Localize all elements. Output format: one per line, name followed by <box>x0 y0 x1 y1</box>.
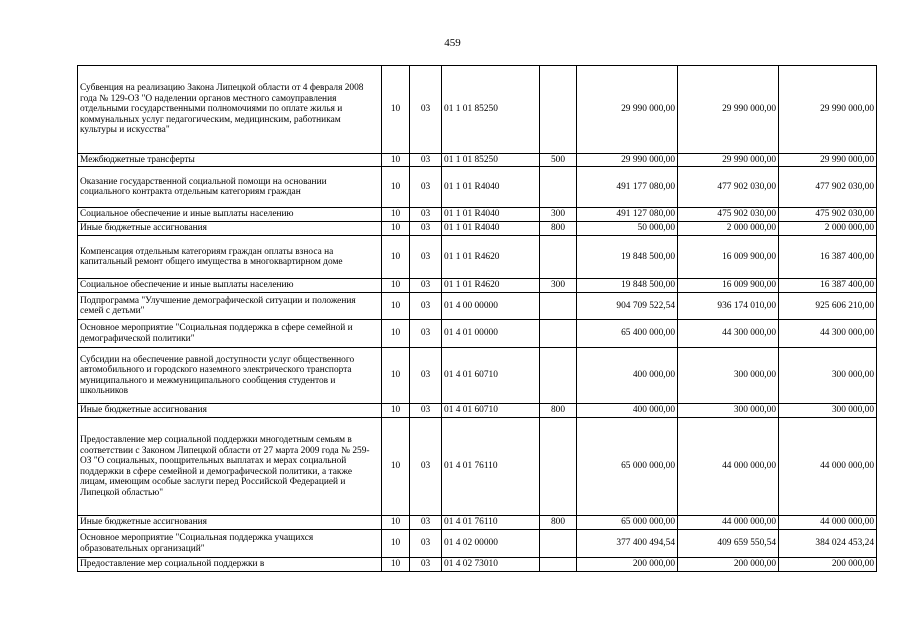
row-section: 10 <box>382 530 410 558</box>
row-amount-year-1: 29 990 000,00 <box>577 66 678 154</box>
row-amount-year-1: 65 000 000,00 <box>577 418 678 516</box>
row-subsection: 03 <box>410 236 442 279</box>
row-section: 10 <box>382 236 410 279</box>
table-row <box>78 348 877 404</box>
row-expense-type <box>540 530 577 558</box>
row-expense-type <box>540 66 577 154</box>
row-name: Оказание государственной социальной помощи на основании социального контракта отдельным категориям граждан <box>78 167 382 208</box>
row-expense-type: 800 <box>540 222 577 236</box>
row-target-code: 01 4 01 60710 <box>442 404 540 418</box>
row-name: Субвенция на реализацию Закона Липецкой области от 4 февраля 2008 года № 129-ОЗ "О наделении органов местного самоуправления отдельными государственными полномочиями по оплате жилья и коммунальных услуг педагогическим, медицинским, работникам культуры и искусства" <box>78 66 382 154</box>
row-subsection: 03 <box>410 167 442 208</box>
row-amount-year-3: 16 387 400,00 <box>779 236 877 279</box>
row-amount-year-1: 19 848 500,00 <box>577 236 678 279</box>
row-name: Иные бюджетные ассигнования <box>78 222 382 236</box>
row-amount-year-1: 19 848 500,00 <box>577 279 678 293</box>
row-subsection: 03 <box>410 404 442 418</box>
row-expense-type: 800 <box>540 404 577 418</box>
row-section: 10 <box>382 279 410 293</box>
row-amount-year-2: 2 000 000,00 <box>678 222 779 236</box>
row-amount-year-2: 200 000,00 <box>678 558 779 572</box>
row-expense-type <box>540 167 577 208</box>
row-amount-year-3: 475 902 030,00 <box>779 208 877 222</box>
row-subsection: 03 <box>410 530 442 558</box>
row-amount-year-3: 2 000 000,00 <box>779 222 877 236</box>
row-amount-year-3: 16 387 400,00 <box>779 279 877 293</box>
row-target-code: 01 1 01 R4620 <box>442 279 540 293</box>
row-expense-type <box>540 320 577 348</box>
row-amount-year-3: 200 000,00 <box>779 558 877 572</box>
row-amount-year-1: 50 000,00 <box>577 222 678 236</box>
row-amount-year-3: 300 000,00 <box>779 348 877 404</box>
row-amount-year-3: 29 990 000,00 <box>779 66 877 154</box>
row-section: 10 <box>382 558 410 572</box>
row-expense-type: 800 <box>540 516 577 530</box>
row-name: Компенсация отдельным категориям граждан оплаты взноса на капитальный ремонт общего имущества в многоквартирном доме <box>78 236 382 279</box>
row-amount-year-3: 384 024 453,24 <box>779 530 877 558</box>
row-subsection: 03 <box>410 516 442 530</box>
row-target-code: 01 1 01 85250 <box>442 66 540 154</box>
row-amount-year-1: 65 400 000,00 <box>577 320 678 348</box>
row-amount-year-3: 477 902 030,00 <box>779 167 877 208</box>
table-row <box>78 558 877 572</box>
row-section: 10 <box>382 320 410 348</box>
row-target-code: 01 4 01 76110 <box>442 418 540 516</box>
row-amount-year-2: 29 990 000,00 <box>678 66 779 154</box>
row-name: Социальное обеспечение и иные выплаты населению <box>78 279 382 293</box>
row-expense-type <box>540 236 577 279</box>
row-amount-year-2: 936 174 010,00 <box>678 293 779 320</box>
row-amount-year-1: 400 000,00 <box>577 348 678 404</box>
row-target-code: 01 1 01 R4040 <box>442 167 540 208</box>
row-subsection: 03 <box>410 279 442 293</box>
row-name: Субсидии на обеспечение равной доступности услуг общественного автомобильного и городского наземного электрического транспорта муниципального и межмуниципального сообщения студентов и школьников <box>78 348 382 404</box>
row-target-code: 01 4 01 00000 <box>442 320 540 348</box>
table-row <box>78 516 877 530</box>
row-name: Межбюджетные трансферты <box>78 154 382 167</box>
row-section: 10 <box>382 208 410 222</box>
row-amount-year-1: 65 000 000,00 <box>577 516 678 530</box>
row-amount-year-2: 44 000 000,00 <box>678 516 779 530</box>
row-name: Иные бюджетные ассигнования <box>78 516 382 530</box>
row-amount-year-3: 44 000 000,00 <box>779 418 877 516</box>
row-section: 10 <box>382 222 410 236</box>
row-target-code: 01 4 02 00000 <box>442 530 540 558</box>
row-amount-year-2: 44 000 000,00 <box>678 418 779 516</box>
row-amount-year-2: 300 000,00 <box>678 404 779 418</box>
page-number: 459 <box>444 37 461 49</box>
row-name: Предоставление мер социальной поддержки в <box>78 558 382 572</box>
row-section: 10 <box>382 66 410 154</box>
row-amount-year-3: 44 000 000,00 <box>779 516 877 530</box>
row-subsection: 03 <box>410 208 442 222</box>
row-target-code: 01 4 01 76110 <box>442 516 540 530</box>
row-target-code: 01 4 01 60710 <box>442 348 540 404</box>
row-target-code: 01 1 01 R4040 <box>442 222 540 236</box>
row-section: 10 <box>382 516 410 530</box>
row-target-code: 01 4 02 73010 <box>442 558 540 572</box>
row-expense-type: 500 <box>540 154 577 167</box>
table-row <box>78 167 877 208</box>
row-amount-year-2: 16 009 900,00 <box>678 279 779 293</box>
row-target-code: 01 4 00 00000 <box>442 293 540 320</box>
row-target-code: 01 1 01 R4620 <box>442 236 540 279</box>
table-row <box>78 404 877 418</box>
row-amount-year-1: 904 709 522,54 <box>577 293 678 320</box>
row-name: Предоставление мер социальной поддержки многодетным семьям в соответствии с Законом Липецкой области от 27 марта 2009 года № 259-ОЗ "О социальных, поощрительных выплатах и мерах социальной поддержки в сфере семейной и демографической политики, а также лицам, имеющим особые заслуги перед Российской Федерацией и Липецкой областью" <box>78 418 382 516</box>
row-subsection: 03 <box>410 418 442 516</box>
row-subsection: 03 <box>410 348 442 404</box>
row-section: 10 <box>382 154 410 167</box>
row-subsection: 03 <box>410 222 442 236</box>
row-subsection: 03 <box>410 66 442 154</box>
row-amount-year-1: 377 400 494,54 <box>577 530 678 558</box>
row-amount-year-1: 400 000,00 <box>577 404 678 418</box>
row-amount-year-3: 44 300 000,00 <box>779 320 877 348</box>
row-target-code: 01 1 01 R4040 <box>442 208 540 222</box>
table-row <box>78 222 877 236</box>
row-amount-year-1: 200 000,00 <box>577 558 678 572</box>
row-expense-type: 300 <box>540 208 577 222</box>
row-section: 10 <box>382 348 410 404</box>
row-amount-year-2: 475 902 030,00 <box>678 208 779 222</box>
row-subsection: 03 <box>410 558 442 572</box>
row-amount-year-2: 477 902 030,00 <box>678 167 779 208</box>
row-amount-year-3: 300 000,00 <box>779 404 877 418</box>
table-row <box>78 208 877 222</box>
row-amount-year-1: 491 127 080,00 <box>577 208 678 222</box>
row-expense-type <box>540 558 577 572</box>
row-amount-year-2: 44 300 000,00 <box>678 320 779 348</box>
row-amount-year-2: 29 990 000,00 <box>678 154 779 167</box>
row-section: 10 <box>382 167 410 208</box>
row-amount-year-1: 29 990 000,00 <box>577 154 678 167</box>
row-subsection: 03 <box>410 154 442 167</box>
row-name: Подпрограмма "Улучшение демографической ситуации и положения семей с детьми" <box>78 293 382 320</box>
row-amount-year-3: 29 990 000,00 <box>779 154 877 167</box>
row-amount-year-2: 16 009 900,00 <box>678 236 779 279</box>
row-name: Основное мероприятие "Социальная поддержка в сфере семейной и демографической политики" <box>78 320 382 348</box>
table-row <box>78 154 877 167</box>
row-amount-year-1: 491 177 080,00 <box>577 167 678 208</box>
row-amount-year-3: 925 606 210,00 <box>779 293 877 320</box>
row-expense-type <box>540 418 577 516</box>
row-section: 10 <box>382 293 410 320</box>
row-amount-year-2: 300 000,00 <box>678 348 779 404</box>
row-section: 10 <box>382 418 410 516</box>
table-row <box>78 66 877 154</box>
table-row <box>78 320 877 348</box>
table-row <box>78 236 877 279</box>
table-row <box>78 418 877 516</box>
row-name: Социальное обеспечение и иные выплаты населению <box>78 208 382 222</box>
row-subsection: 03 <box>410 293 442 320</box>
row-section: 10 <box>382 404 410 418</box>
row-name: Основное мероприятие "Социальная поддержка учащихся образовательных организаций" <box>78 530 382 558</box>
table-row <box>78 530 877 558</box>
row-amount-year-2: 409 659 550,54 <box>678 530 779 558</box>
row-subsection: 03 <box>410 320 442 348</box>
row-expense-type <box>540 293 577 320</box>
row-expense-type: 300 <box>540 279 577 293</box>
table-row <box>78 279 877 293</box>
table-row <box>78 293 877 320</box>
budget-table <box>77 65 877 572</box>
budget-table-body <box>78 66 877 572</box>
row-expense-type <box>540 348 577 404</box>
row-target-code: 01 1 01 85250 <box>442 154 540 167</box>
row-name: Иные бюджетные ассигнования <box>78 404 382 418</box>
